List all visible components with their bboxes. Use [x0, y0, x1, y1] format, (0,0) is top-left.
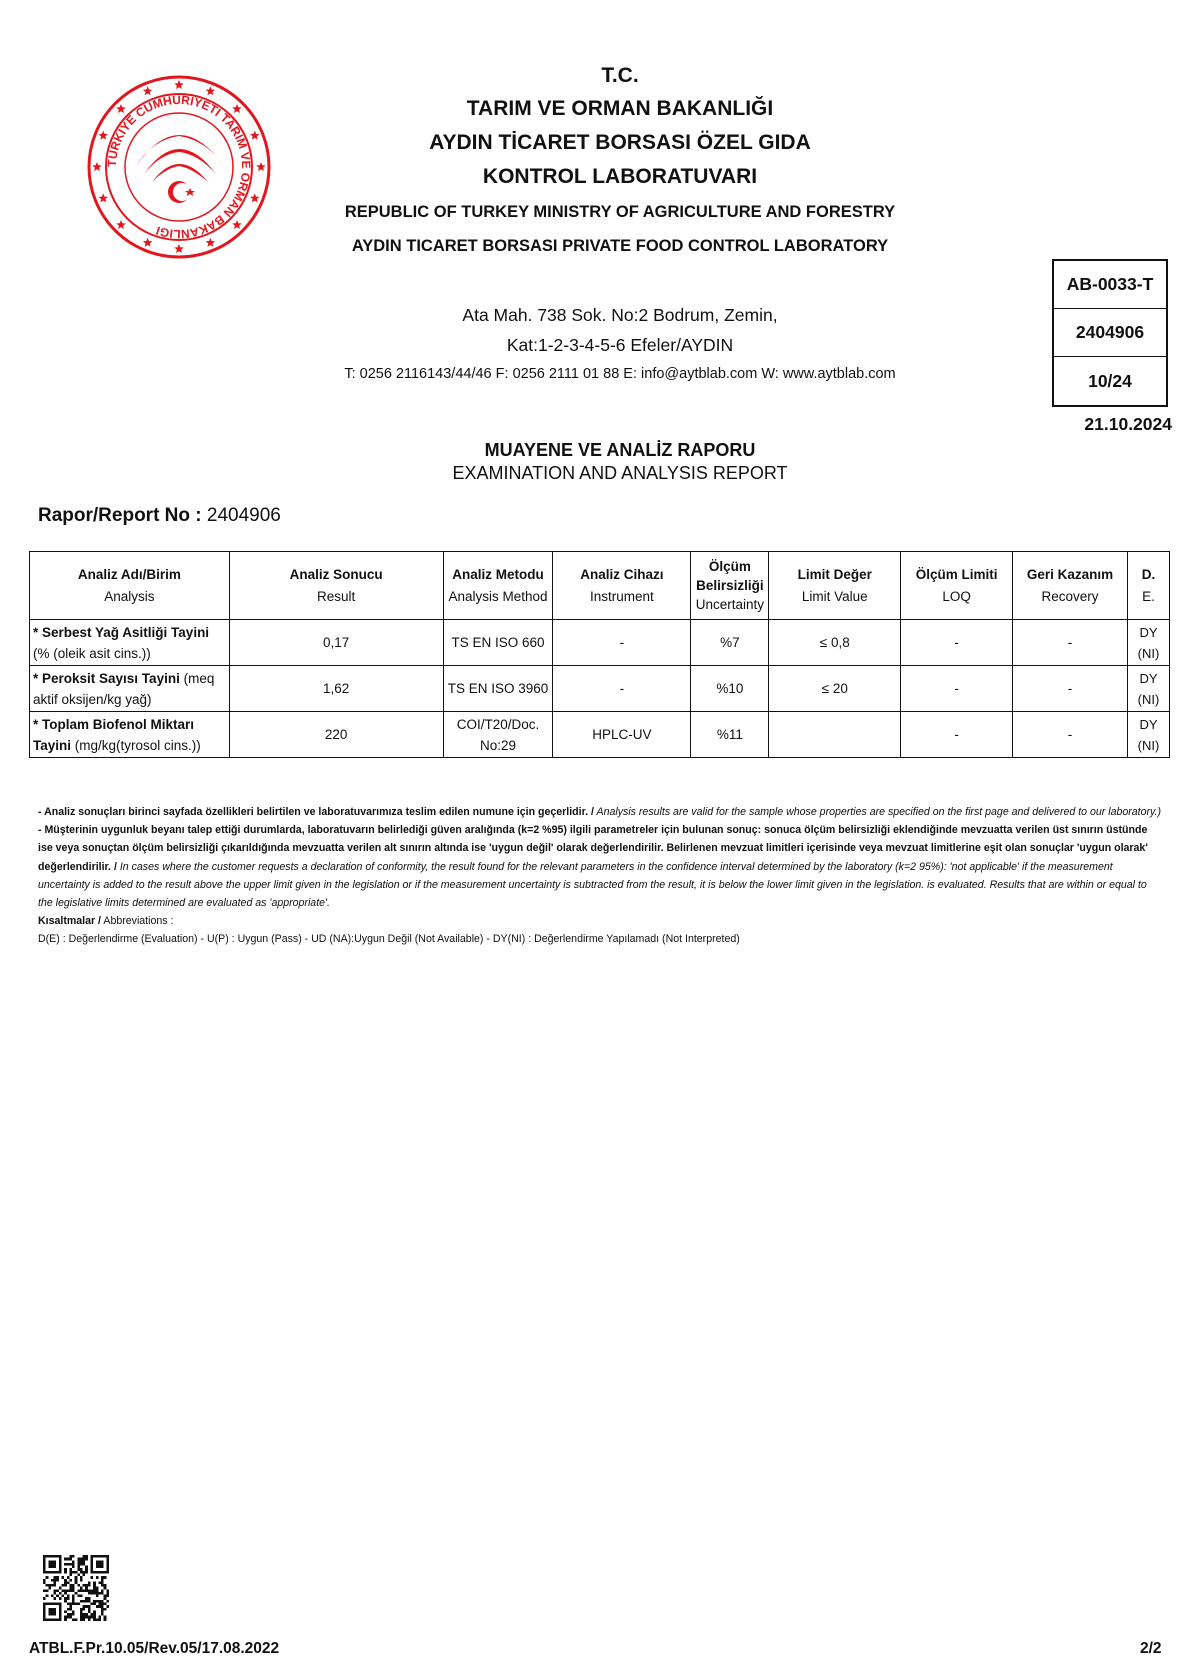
- seal-star: [174, 80, 184, 89]
- col-header-analysis: Analiz Adı/Birim Analysis: [30, 552, 230, 620]
- method-cell: TS EN ISO 3960: [443, 666, 553, 712]
- instrument-cell: HPLC-UV: [553, 712, 691, 758]
- evaluation-cell: DY (NI): [1127, 620, 1169, 666]
- note-abbreviations-label: Kısaltmalar / Abbreviations :: [38, 915, 174, 928]
- header-ministry-tr: TARIM VE ORMAN BAKANLIĞI: [466, 97, 774, 120]
- analysis-name: * Toplam Biofenol Miktarı Tayini (mg/kg(tyrosol cins.)): [30, 712, 230, 758]
- report-number-value: 2404906: [206, 505, 281, 526]
- seal-star: [232, 220, 242, 229]
- report-code-box: [1052, 259, 1168, 407]
- note-abbreviations: D(E) : Değerlendirme (Evaluation) - U(P) : Uygun (Pass) - UD (NA):Uygun Değil (Not Available) - DY(NI) : Değerlendirme Yapılamadı (Not Interpreted): [38, 933, 740, 946]
- seal-star: [116, 220, 126, 229]
- seal-star: [256, 162, 266, 171]
- col-header-uncertainty: Ölçüm Belirsizliği Uncertainty: [691, 552, 769, 620]
- col-header-loq: Ölçüm Limiti LOQ: [901, 552, 1013, 620]
- uncertainty-cell: %11: [691, 712, 769, 758]
- uncertainty-cell: %7: [691, 620, 769, 666]
- report-number-box: 2404906: [1054, 309, 1166, 357]
- col-header-evaluation: D. E.: [1127, 552, 1169, 620]
- qr-code-icon: [43, 1555, 109, 1621]
- report-date: 21.10.2024: [1084, 414, 1172, 434]
- loq-cell: -: [901, 666, 1013, 712]
- page-number: 2/2: [1140, 1640, 1162, 1657]
- header-ministry-en: REPUBLIC OF TURKEY MINISTRY OF AGRICULTURE AND FORESTRY: [344, 203, 896, 221]
- seal-star: [116, 104, 126, 113]
- analysis-name: * Serbest Yağ Asitliği Tayini (% (oleik asit cins.)): [30, 620, 230, 666]
- header-lab-tr-1: AYDIN TİCARET BORSASI ÖZEL GIDA: [429, 131, 811, 154]
- seal-star: [98, 131, 108, 140]
- method-cell: TS EN ISO 660: [443, 620, 553, 666]
- seal-ring-text: TÜRKİYE CUMHURİYETİ TARIM VE ORMAN BAKANLIĞI: [104, 92, 254, 242]
- form-code: ATBL.F.Pr.10.05/Rev.05/17.08.2022: [29, 1640, 280, 1657]
- note-validity: - Analiz sonuçları birinci sayfada özellikleri belirtilen ve laboratuvarımıza teslim edilen numune için geçerlidir. / Analysis results are valid for the sample whose properties are specified on the first page and delivered to our laboratory.): [38, 806, 1162, 818]
- header-lab-tr-2: KONTROL LABORATUVARI: [482, 165, 758, 188]
- seal-star: [250, 193, 260, 202]
- table-header-row: [30, 552, 1170, 620]
- loq-cell: -: [901, 712, 1013, 758]
- evaluation-cell: DY (NI): [1127, 712, 1169, 758]
- uncertainty-cell: %10: [691, 666, 769, 712]
- col-header-instrument: Analiz Cihazı Instrument: [553, 552, 691, 620]
- loq-cell: -: [901, 620, 1013, 666]
- recovery-cell: -: [1013, 620, 1128, 666]
- contact-line: T: 0256 2116143/44/46 F: 0256 2111 01 88 E: info@aytblab.com W: www.aytblab.com: [344, 366, 896, 382]
- analysis-name: * Peroksit Sayısı Tayini (meq aktif oksijen/kg yağ): [30, 666, 230, 712]
- header-lab-en: AYDIN TICARET BORSASI PRIVATE FOOD CONTROL LABORATORY: [351, 237, 889, 255]
- address-line-1: Ata Mah. 738 Sok. No:2 Bodrum, Zemin,: [462, 305, 778, 325]
- accreditation-code: AB-0033-T: [1054, 261, 1166, 309]
- note-conformity: - Müşterinin uygunluk beyanı talep ettiği durumlarda, laboratuvarın belirlediği güven aralığında (k=2 %95) ilgili parametreler için bulunan sonuç: sonuca ölçüm belirsizliği eklendiğinde mevzuatta verilen üst sınırın üstünde ise veya sonuçtan ölçüm belirsizliği çıkarıldığında mevzuatta verilen alt sınırın altında ise 'uygun değil' olarak değerlendirilir. Belirlenen mevzuat limitleri içerisinde veya mevzuat limitlerine eşit olan sonuçlar 'uygun olarak' değerlendirilir. / In cases where the customer requests a declaration of conformity, the result found for the relevant parameters in the confidence interval determined by the laboratory (k=2 95%): 'not applicable' if the measurement uncertainty is added to the result above the upper limit given in the legislation or if the measurement uncertainty is subtracted from the result, it is below the lower limit given in the legislation. is evaluated. Results that are within or equal to the legislative limits determined are evaluated as 'appropriate'.: [38, 824, 1148, 910]
- evaluation-cell: DY (NI): [1127, 666, 1169, 712]
- period-code: 10/24: [1088, 370, 1132, 391]
- ministry-seal-logo: [86, 74, 272, 260]
- instrument-cell: -: [553, 666, 691, 712]
- method-cell: COI/T20/Doc. No:29: [443, 712, 553, 758]
- recovery-cell: -: [1013, 666, 1128, 712]
- report-title-en: EXAMINATION AND ANALYSIS REPORT: [452, 463, 788, 483]
- address-line-2: Kat:1-2-3-4-5-6 Efeler/AYDIN: [506, 335, 734, 355]
- result-cell: 1,62: [229, 666, 443, 712]
- seal-star: [92, 162, 102, 171]
- report-notes: [38, 803, 1164, 949]
- seal-star: [143, 238, 153, 247]
- header-tc: T.C.: [601, 64, 639, 87]
- limit-cell: ≤ 0,8: [769, 620, 901, 666]
- seal-star: [98, 193, 108, 202]
- limit-cell: ≤ 20: [769, 666, 901, 712]
- result-cell: 0,17: [229, 620, 443, 666]
- seal-star: [206, 238, 216, 247]
- table-row: [30, 712, 1170, 758]
- col-header-result: Analiz Sonucu Result: [229, 552, 443, 620]
- table-row: [30, 666, 1170, 712]
- report-number-line: [38, 505, 281, 527]
- result-cell: 220: [229, 712, 443, 758]
- seal-star: [143, 86, 153, 95]
- report-title-tr: MUAYENE VE ANALİZ RAPORU: [484, 440, 756, 460]
- recovery-cell: -: [1013, 712, 1128, 758]
- limit-cell: [769, 712, 901, 758]
- seal-star: [250, 131, 260, 140]
- instrument-cell: -: [553, 620, 691, 666]
- table-row: [30, 620, 1170, 666]
- col-header-recovery: Geri Kazanım Recovery: [1013, 552, 1128, 620]
- seal-star: [232, 104, 242, 113]
- seal-star: [174, 244, 184, 253]
- seal-star: [206, 86, 216, 95]
- results-table: [29, 551, 1170, 758]
- col-header-limit: Limit Değer Limit Value: [769, 552, 901, 620]
- col-header-method: Analiz Metodu Analysis Method: [443, 552, 553, 620]
- report-number-label: Rapor/Report No :: [38, 505, 202, 526]
